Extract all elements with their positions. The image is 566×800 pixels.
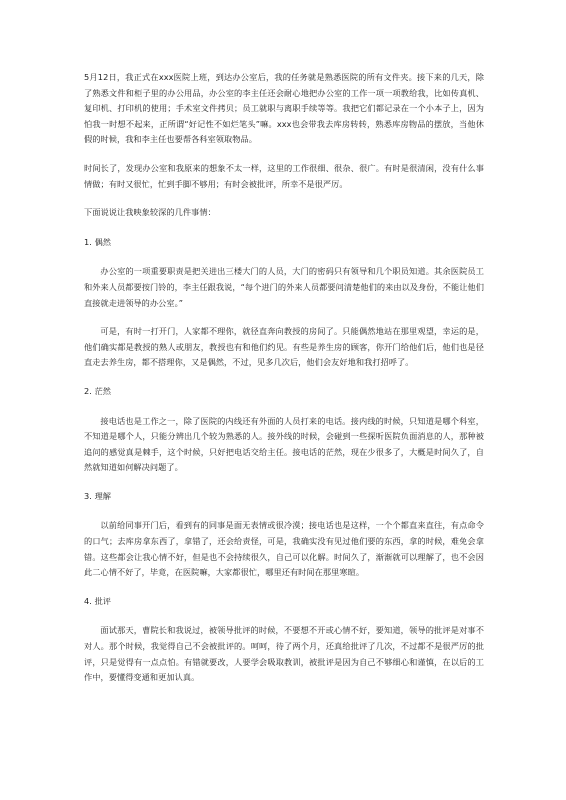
section-4-paragraph: 面试那天，曹院长和我说过，被领导批评的时候，不要想不开或心情不好，要知道，领导的批评是对事不对人。那个时候，我觉得自己不会被批评的。呵呵，待了两个月，还真给批评了几次，不过都不是很严厉的批评，只是觉得有一点点怕。有错就要改，人要学会吸取教训，被批评是因为自己不够细心和谨慎，在以后的工作中，要懂得变通和更加认真。 <box>84 625 484 683</box>
section-heading-3: 3. 理解 <box>84 490 112 501</box>
section-2-paragraph: 接电话也是工作之一，除了医院的内线还有外面的人员打来的电话。接内线的时候，只知道是哪个科室，不知道是哪个人，只能分辨出几个较为熟悉的人。接外线的时候，会碰到一些探听医院负面消息的人，那种被追问的感觉真是棘手，这个时候，只好把电话交给主任。接电话的茫然，现在少很多了，大概是时间久了，自然就知道如何解决问题了。 <box>84 415 484 473</box>
document-body <box>84 70 484 699</box>
section-1-paragraph-2: 可是，有时一打开门，人家都不理你，就径直奔向教授的房间了。只能偶然地站在那里观望，幸运的是，他们确实都是教授的熟人或朋友，教授也有和他们约见。有些是养生房的顾客，你开门给他们后，他们也是径直走去养生房，都不搭理你，又是偶然，不过，见多几次后，他们会友好地和我打招呼了。 <box>84 326 484 368</box>
transition-line: 下面说说让我映象较深的几件事情： <box>84 207 216 218</box>
section-1-paragraph-1: 办公室的一项重要职责是把关进出三楼大门的人员，大门的密码只有领导和几个职员知道。其余医院员工和外来人员都要按门铃的，李主任跟我说，“每个进门的外来人员都要问清楚他们的来由以及身份，不能让他们直接就走进领导的办公室。” <box>84 266 484 308</box>
section-heading-2: 2. 茫然 <box>84 385 112 396</box>
intro-paragraph: 5月12日，我正式在xxx医院上班，到达办公室后，我的任务就是熟悉医院的所有文件夹。接下来的几天，除了熟悉文件和柜子里的办公用品，办公室的李主任还会耐心地把办公室的工作一项一项教给我，比如传真机、复印机、打印机的使用；手术室文件拷贝；员工就职与离职手续等等。我把它们都记录在一个小本子上，因为怕我一时想不起来，正所谓“好记性不如烂笔头”嘛。xxx也会带我去库房转转，熟悉库房物品的摆放，当他休假的时候，我和李主任也要帮各科室领取物品。 <box>84 72 484 145</box>
section-3-paragraph: 以前给同事开门后，看到有的同事是面无表情或很冷漠；接电话也是这样，一个个都直来直往，有点命令的口气；去库房拿东西了，拿错了，还会给责怪，可是，我确实没有见过他们要的东西，拿的时候，难免会拿错。这些都会让我心情不好，但是也不会持续很久，自己可以化解。时间久了，渐渐就可以理解了，也不会因此二心情不好了，毕竟，在医院嘛，大家都很忙，哪里还有时间在那里寒暄。 <box>84 520 484 578</box>
section-heading-4: 4. 批评 <box>84 595 112 606</box>
section-heading-1: 1. 偶然 <box>84 236 112 247</box>
reflection-paragraph: 时间长了，发现办公室和我原来的想象不太一样，这里的工作很细、很杂、很广。有时是很清闲，没有什么事情做；有时又很忙，忙到手脚不够用；有时会被批评，所幸不是很严厉。 <box>84 162 484 189</box>
